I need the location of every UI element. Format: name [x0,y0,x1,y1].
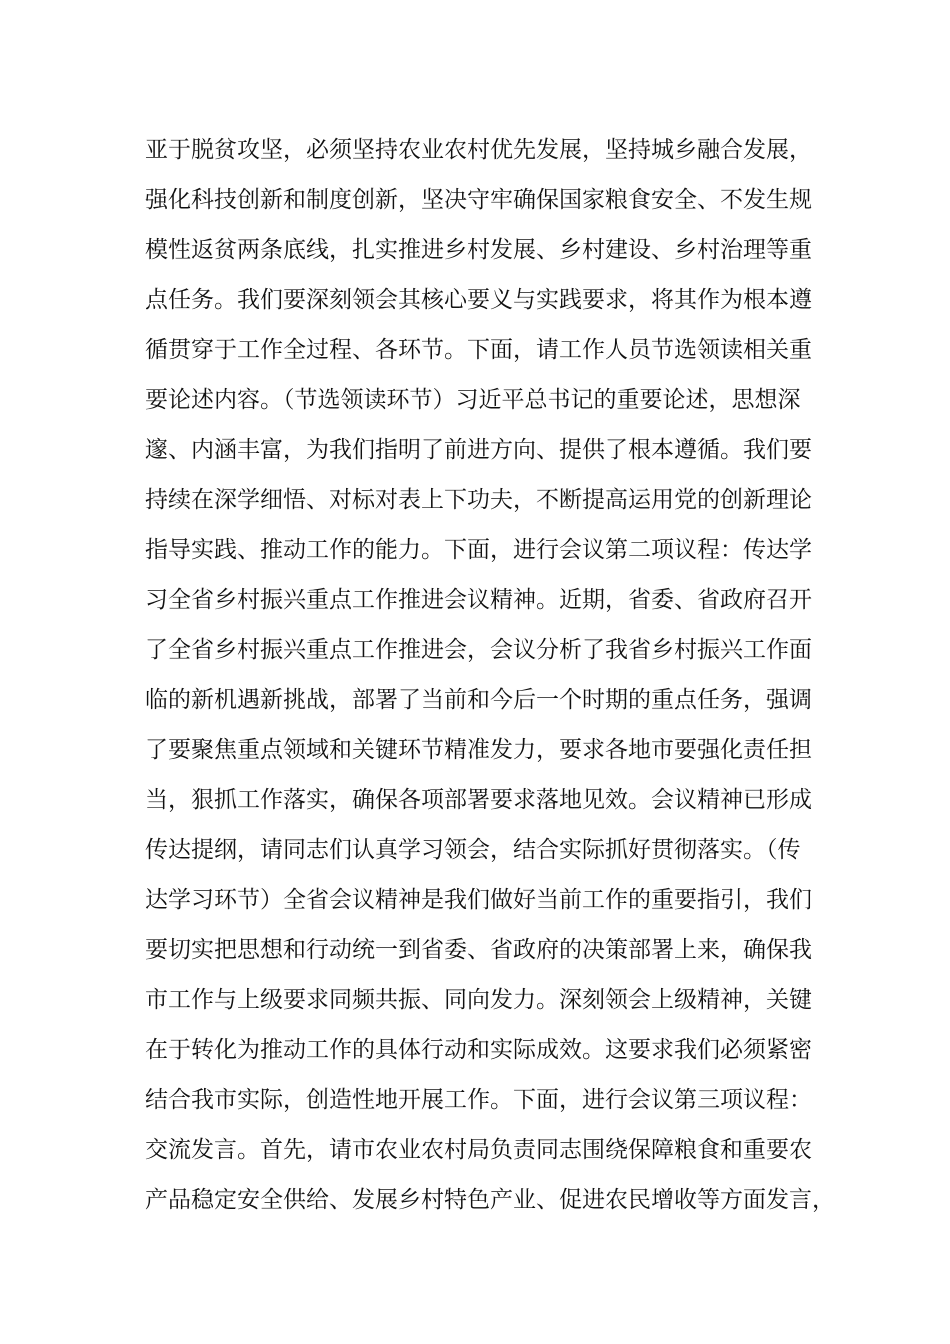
text-line: 指导实践、推动工作的能力。下面，进行会议第二项议程：传达学 [145,537,812,563]
text-line: 要切实把思想和行动统一到省委、省政府的决策部署上来，确保我 [145,937,812,963]
text-line: 了全省乡村振兴重点工作推进会，会议分析了我省乡村振兴工作面 [145,637,812,663]
text-line: 产品稳定安全供给、发展乡村特色产业、促进农民增收等方面发言， [145,1187,835,1213]
text-line: 亚于脱贫攻坚，必须坚持农业农村优先发展，坚持城乡融合发展， [145,137,812,163]
text-line: 习全省乡村振兴重点工作推进会议精神。近期，省委、省政府召开 [145,587,812,613]
text-line: 要论述内容。（节选领读环节）习近平总书记的重要论述，思想深 [145,387,801,413]
text-line: 结合我市实际，创造性地开展工作。下面，进行会议第三项议程： [145,1087,812,1113]
text-line: 临的新机遇新挑战，部署了当前和今后一个时期的重点任务，强调 [145,687,812,713]
text-line: 了要聚焦重点领域和关键环节精准发力，要求各地市要强化责任担 [145,737,812,763]
text-line: 传达提纲，请同志们认真学习领会，结合实际抓好贯彻落实。（传 [145,837,801,863]
text-line: 邃、内涵丰富，为我们指明了前进方向、提供了根本遵循。我们要 [145,437,812,463]
text-line: 强化科技创新和制度创新，坚决守牢确保国家粮食安全、不发生规 [145,187,812,213]
text-line: 点任务。我们要深刻领会其核心要义与实践要求，将其作为根本遵 [145,287,812,313]
text-line: 交流发言。首先，请市农业农村局负责同志围绕保障粮食和重要农 [145,1137,812,1163]
text-line: 达学习环节）全省会议精神是我们做好当前工作的重要指引，我们 [145,887,812,913]
text-line: 模性返贫两条底线，扎实推进乡村发展、乡村建设、乡村治理等重 [145,237,812,263]
text-line: 持续在深学细悟、对标对表上下功夫，不断提高运用党的创新理论 [145,487,812,513]
text-line: 当，狠抓工作落实，确保各项部署要求落地见效。会议精神已形成 [145,787,812,813]
text-line: 在于转化为推动工作的具体行动和实际成效。这要求我们必须紧密 [145,1037,812,1063]
text-line: 市工作与上级要求同频共振、同向发力。深刻领会上级精神，关键 [145,987,812,1013]
text-line: 循贯穿于工作全过程、各环节。下面，请工作人员节选领读相关重 [145,337,812,363]
